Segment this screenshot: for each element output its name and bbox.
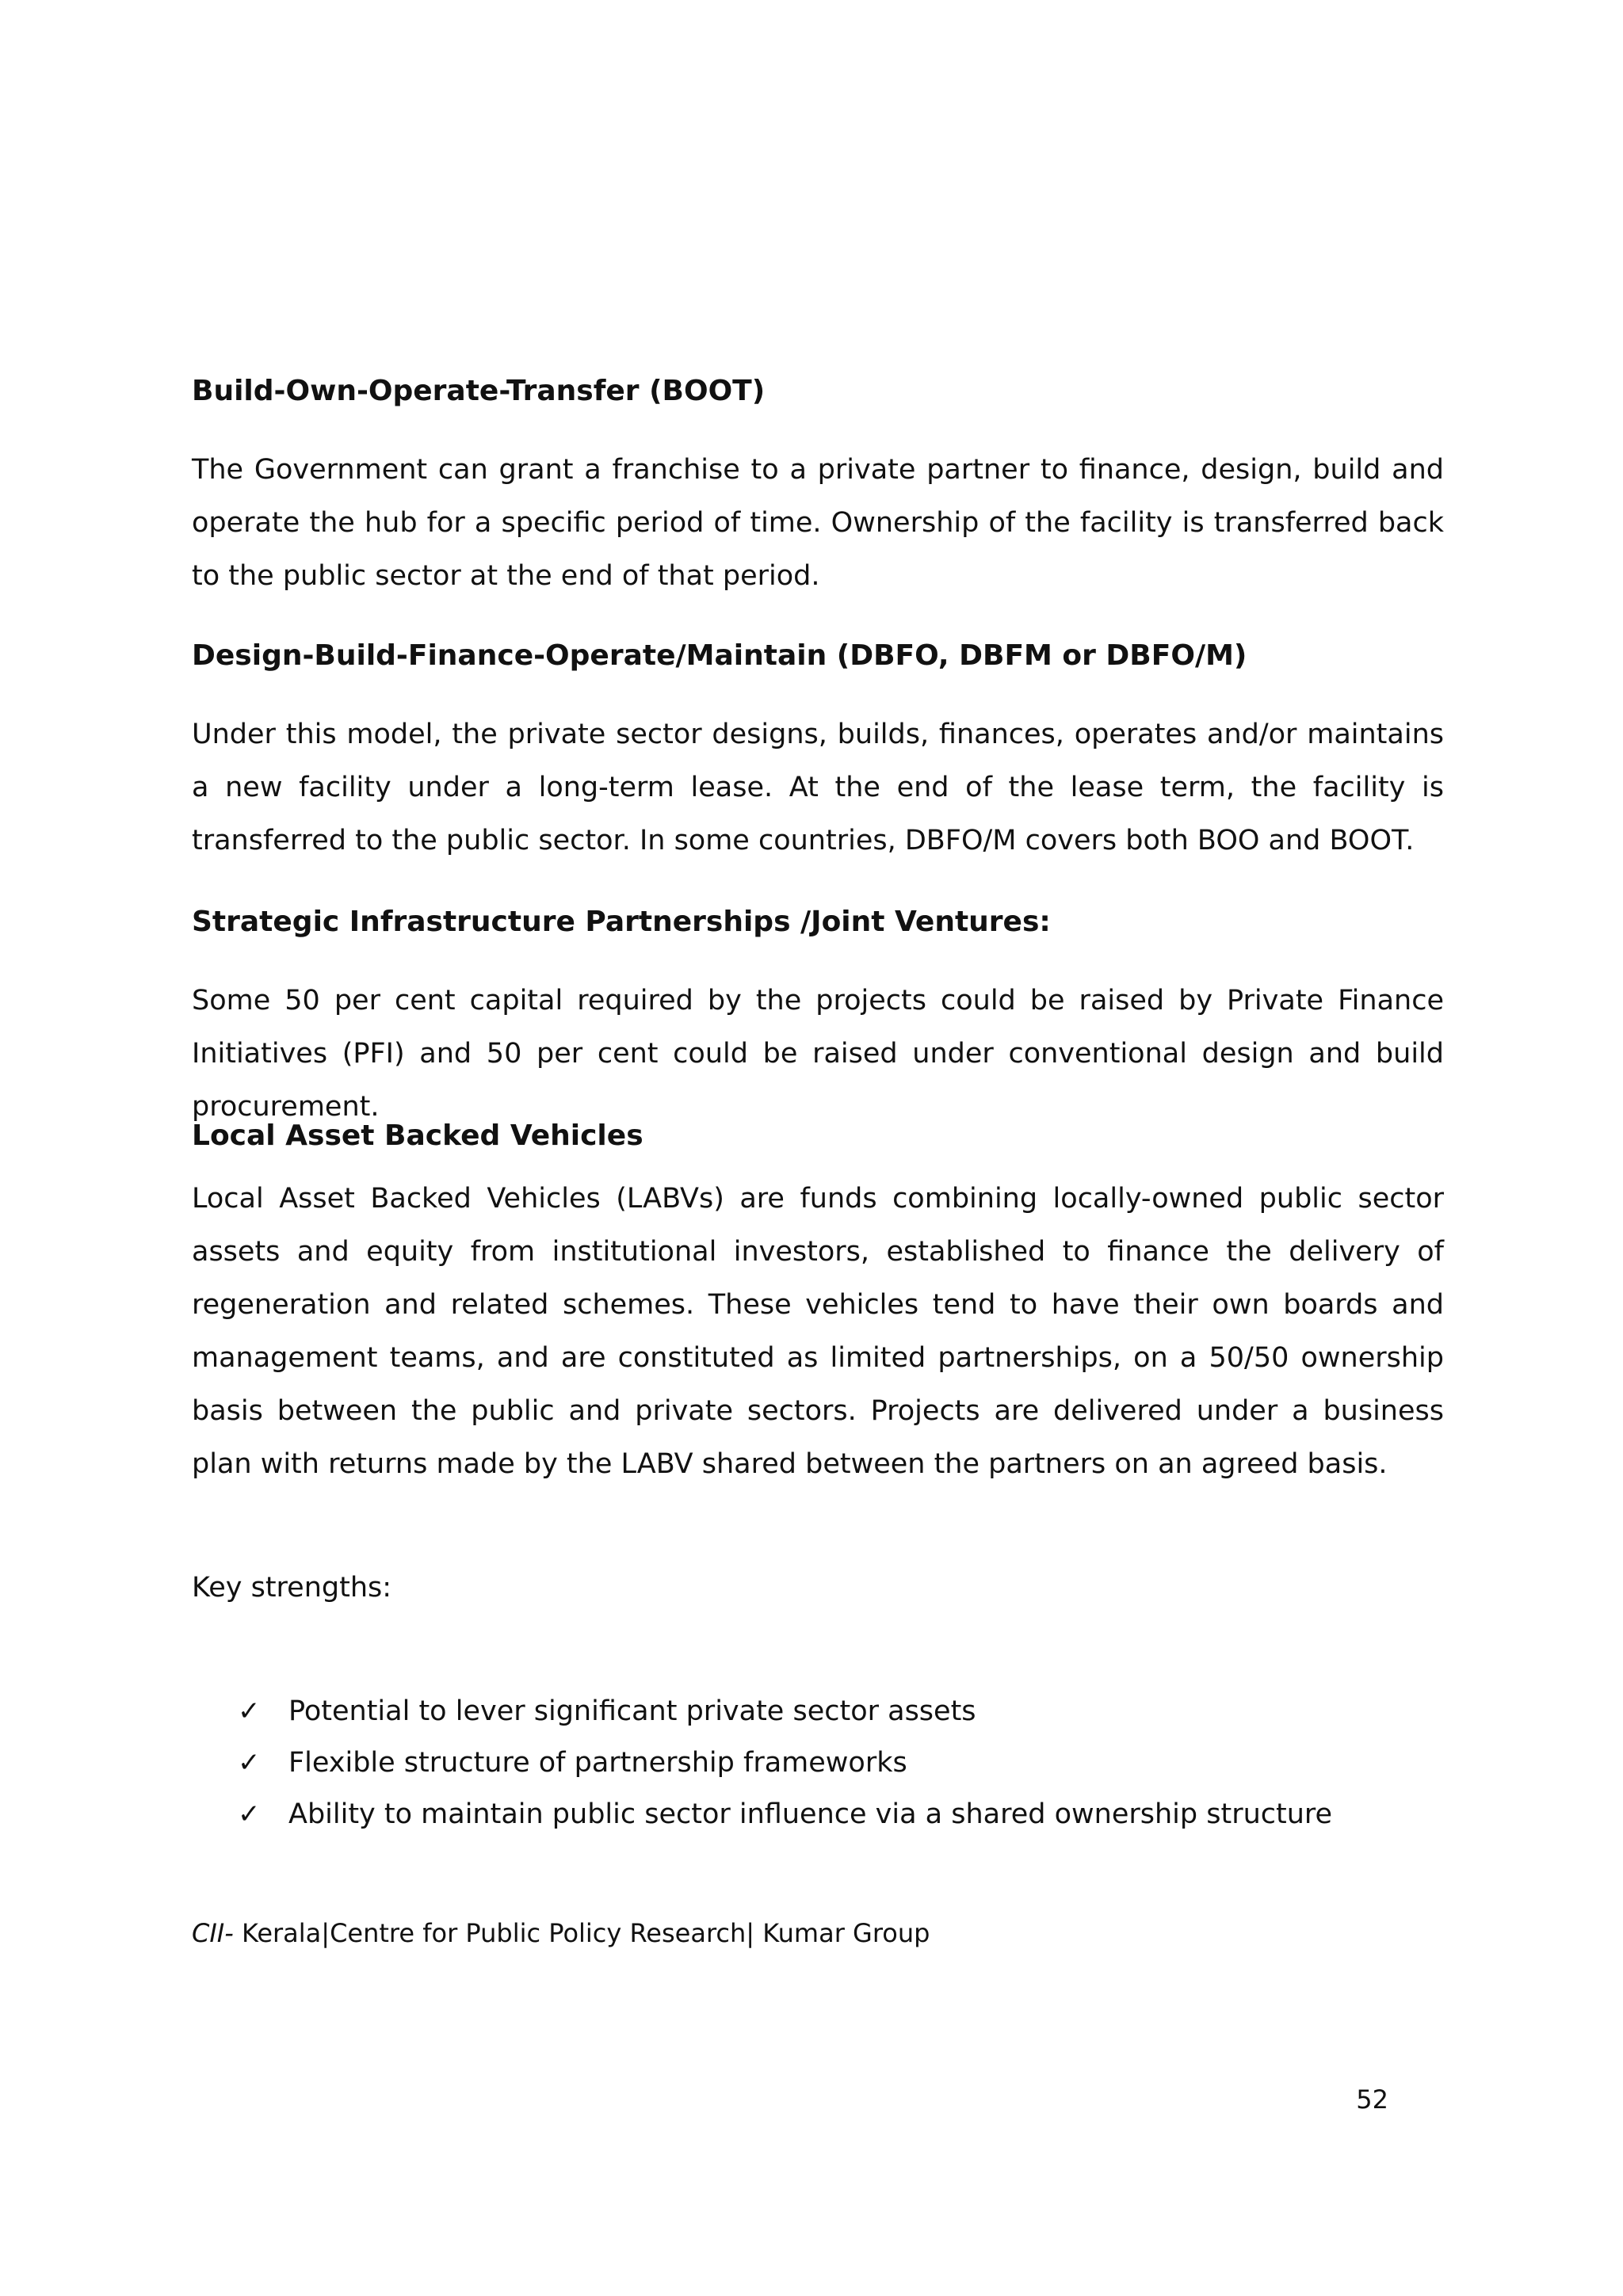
section-body-joint-ventures: Some 50 per cent capital required by the projects could be raised by Private Finance Initiatives (PFI) and 50 per cent could be raised under conventional design and build procurement. xyxy=(192,985,1444,1123)
section-body-dbfo: Under this model, the private sector designs, builds, finances, operates and/or maintains a new facility under a long-term lease. At the end of the lease term, the facility is transferred to the public sector. In some countries, DBFO/M covers both BOO and BOOT. xyxy=(192,719,1444,856)
checkmark-icon: ✓ xyxy=(238,1695,261,1727)
list-item xyxy=(238,1737,1442,1789)
footer-brand: CII- xyxy=(192,1918,234,1948)
section-heading-labv: Local Asset Backed Vehicles xyxy=(192,1119,643,1152)
checkmark-icon: ✓ xyxy=(238,1747,261,1779)
section-heading-joint-ventures: Strategic Infrastructure Partnerships /Joint Ventures: xyxy=(192,906,1051,938)
key-strengths-label: Key strengths: xyxy=(192,1572,392,1604)
checkmark-icon: ✓ xyxy=(238,1798,261,1830)
section-body-labv: Local Asset Backed Vehicles (LABVs) are funds combining locally-owned public sector assets and equity from institutional investors, established to finance the delivery of regeneration and related schemes. These vehicles tend to have their own boards and management teams, and are constituted as limited partnerships, on a 50/50 ownership basis between the public and private sectors. Projects are delivered under a business plan with returns made by the LABV shared between the partners on an agreed basis. xyxy=(192,1183,1444,1480)
page-footer xyxy=(192,1916,930,1951)
list-item xyxy=(238,1789,1442,1840)
footer-text: Kerala|Centre for Public Policy Research| Kumar Group xyxy=(233,1918,930,1948)
page-number: 52 xyxy=(1356,2084,1388,2115)
section-heading-boot: Build-Own-Operate-Transfer (BOOT) xyxy=(192,375,766,407)
section-body-boot: The Government can grant a franchise to a private partner to finance, design, build and operate the hub for a specific period of time. Ownership of the facility is transferred back to the public sector at the end of that period. xyxy=(192,454,1444,592)
list-item-text: Potential to lever significant private sector assets xyxy=(288,1695,976,1727)
list-item-text: Flexible structure of partnership frameworks xyxy=(288,1747,907,1779)
section-heading-dbfo: Design-Build-Finance-Operate/Maintain (DBFO, DBFM or DBFO/M) xyxy=(192,639,1247,672)
key-strengths-list xyxy=(238,1686,1442,1840)
list-item-text: Ability to maintain public sector influence via a shared ownership structure xyxy=(288,1798,1333,1830)
list-item xyxy=(238,1686,1442,1737)
